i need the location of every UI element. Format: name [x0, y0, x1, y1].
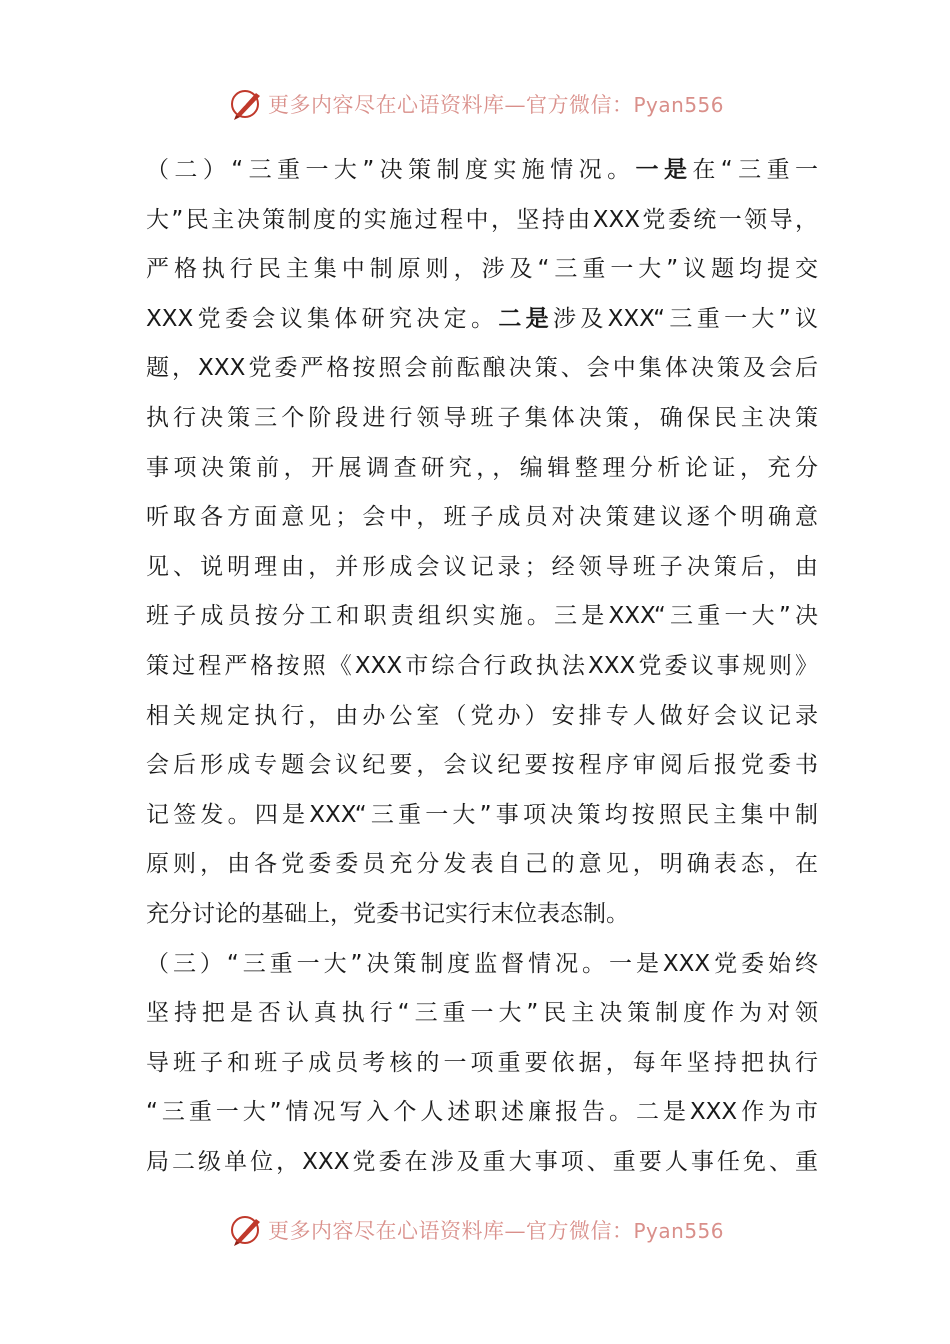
text-run: 严格执行民主集中制原则，涉及“三重一大”议题均提交	[146, 256, 818, 283]
banner-dash: —	[504, 1219, 526, 1243]
text-run: 相关规定执行，由办公室（党办）安排专人做好会议记录	[146, 702, 818, 729]
text-run: 在“三重一	[692, 157, 818, 183]
text-line	[146, 1088, 818, 1138]
text-run: （三）“三重一大”决策制度监督情况。一是XXX党委始终	[146, 950, 818, 977]
text-run: 记签发。四是XXX“三重一大”事项决策均按照民主集中制	[146, 801, 818, 828]
text-run: 策过程严格按照《XXX市综合行政执法XXX党委议事规则》	[146, 652, 818, 679]
text-run: 涉及XXX“三重一大”议	[552, 305, 818, 332]
text-run: “三重一大”情况写入个人述职述廉报告。二是XXX作为市	[146, 1099, 818, 1126]
text-line	[146, 394, 818, 444]
banner-wechat-label: 官方微信：	[526, 93, 634, 117]
banner-site: 更多内容尽在心语资料库	[268, 93, 505, 117]
text-run: 会后形成专题会议纪要，会议纪要按程序审阅后报党委书	[146, 752, 818, 779]
banner-wechat-id: Pyan556	[633, 93, 725, 117]
text-line	[146, 592, 818, 642]
text-line	[146, 543, 818, 593]
pen-logo-icon	[230, 87, 264, 121]
text-line	[146, 1039, 818, 1089]
text-run: 见、说明理由，并形成会议记录；经领导班子决策后，由	[146, 553, 818, 580]
text-line	[146, 245, 818, 295]
text-line	[146, 196, 818, 246]
banner-dash: —	[504, 93, 526, 117]
banner-wechat-id: Pyan556	[633, 1219, 725, 1243]
banner-text	[268, 1215, 724, 1245]
text-line	[146, 791, 818, 841]
text-run: 听取各方面意见；会中，班子成员对决策建议逐个明确意	[146, 504, 818, 531]
bold-text: 一是	[635, 157, 693, 183]
header-banner	[230, 84, 750, 124]
text-line	[146, 295, 818, 345]
text-run: 班子成员按分工和职责组织实施。三是XXX“三重一大”决	[146, 603, 818, 630]
text-run: 题，XXX党委严格按照会前酝酿决策、会中集体决策及会后	[146, 355, 818, 382]
text-run: 充分讨论的基础上，党委书记实行末位表态制。	[146, 900, 629, 927]
banner-text	[268, 89, 724, 119]
text-line	[146, 146, 818, 196]
text-run: 导班子和班子成员考核的一项重要依据，每年坚持把执行	[146, 1049, 818, 1076]
text-line	[146, 840, 818, 890]
text-run: 大”民主决策制度的实施过程中，坚持由XXX党委统一领导，	[146, 206, 818, 233]
text-line	[146, 940, 818, 990]
document-body	[146, 146, 818, 1187]
banner-wechat-label: 官方微信：	[526, 1219, 634, 1243]
text-run: 坚持把是否认真执行“三重一大”民主决策制度作为对领	[146, 1000, 818, 1027]
text-run: 局二级单位，XXX党委在涉及重大事项、重要人事任免、重	[146, 1148, 818, 1175]
text-line	[146, 344, 818, 394]
text-line	[146, 890, 818, 940]
text-run: 事项决策前，开展调查研究，，编辑整理分析论证，充分	[146, 454, 818, 481]
footer-banner	[230, 1210, 750, 1250]
text-line	[146, 444, 818, 494]
text-run: XXX党委会议集体研究决定。	[146, 305, 499, 332]
text-line	[146, 1138, 818, 1188]
text-line	[146, 642, 818, 692]
text-line	[146, 493, 818, 543]
text-run: （二）“三重一大”决策制度实施情况。	[146, 157, 636, 183]
text-line	[146, 692, 818, 742]
text-line	[146, 741, 818, 791]
pen-logo-icon	[230, 1213, 264, 1247]
text-line	[146, 989, 818, 1039]
text-run: 原则，由各党委委员充分发表自己的意见，明确表态，在	[146, 851, 818, 878]
banner-site: 更多内容尽在心语资料库	[268, 1219, 505, 1243]
text-run: 执行决策三个阶段进行领导班子集体决策，确保民主决策	[146, 404, 818, 431]
bold-text: 二是	[498, 305, 553, 332]
